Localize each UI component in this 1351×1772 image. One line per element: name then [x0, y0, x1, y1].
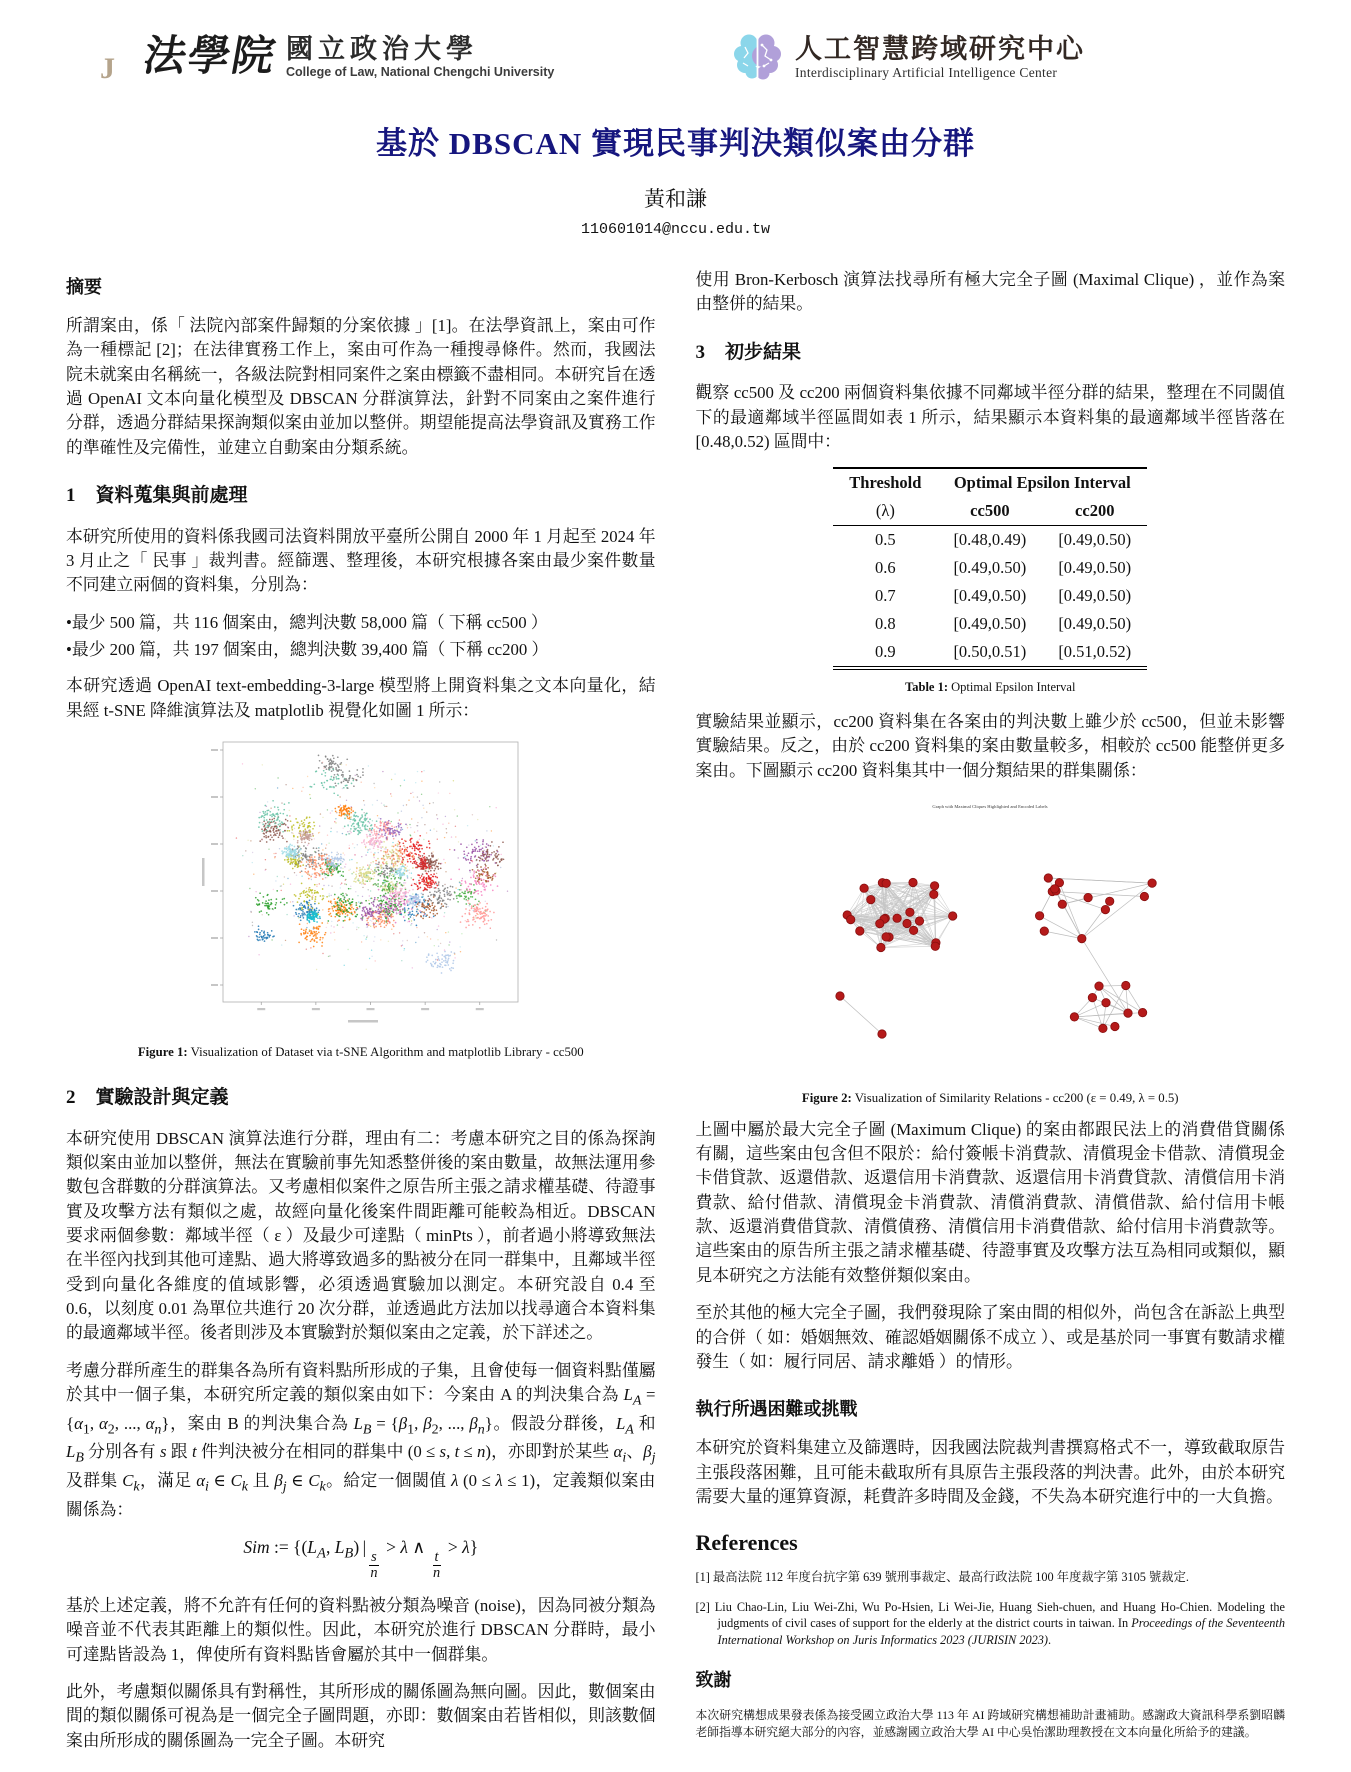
table-cell: [0.49,0.50)	[1058, 558, 1132, 578]
section-3-number: 3	[695, 341, 705, 363]
dataset-bullet-cc500: •最少 500 篇，共 116 個案由，總判決數 58,000 篇（ 下稱 cc500 ）	[66, 612, 548, 632]
table-row	[833, 554, 1147, 582]
table-cell: [0.49,0.50)	[1058, 530, 1132, 550]
table-row	[833, 610, 1147, 638]
paragraph: 使用 Bron-Kerbosch 演算法找尋所有極大完全子圖 (Maximal Clique) ，並作為案由整併的結果。	[695, 270, 1285, 314]
dataset-bullet-cc200: •最少 200 篇，共 197 個案由，總判決數 39,400 篇（ 下稱 cc200 ）	[66, 640, 549, 660]
table-1-wrap	[696, 467, 1286, 669]
abstract-paragraph: 所謂案由，係「 法院內部案件歸類的分案依據 」[1]。在法學資訊上，案由可作為一種標記 [2]；在法律實務工作上，案由可作為一種搜尋條件。然而，我國法院未就案由名稱統一，各級法院對相同案件之案由標籤不盡相同。本研究旨在透過 OpenAI 文本向量化模型及 DBSCAN 分群演算法，針對不同案由之案件進行分群，透過分群結果探詢類似案由並加以整併。期望能提高法學資訊及實務工作的準確性及完備性，並建立自動案由分類系統。	[66, 316, 656, 457]
paragraph: 本研究於資料集建立及篩選時，因我國法院裁判書撰寫格式不一，導致截取原告主張段落困難，且可能未截取所有具原告主張段落的判決書。此外，由於本研究需要大量的運算資源，耗費許多時間及金錢，不失為本研究進行中的一大負擔。	[695, 1438, 1285, 1506]
right-column	[696, 268, 1286, 1766]
references-heading: References	[695, 1530, 798, 1556]
table-cell: [0.49,0.50)	[953, 585, 1027, 605]
figure-2	[696, 796, 1286, 1108]
law-college-logo	[82, 26, 554, 88]
table-cell: 0.9	[875, 641, 896, 661]
section-2-number: 2	[66, 1087, 76, 1108]
figure-2-caption: Figure 2: Visualization of Similarity Relations - cc200 (ε = 0.49, λ = 0.5)	[801, 1091, 1179, 1106]
table-cell: 0.5	[875, 530, 896, 550]
figure-1-label: Figure 1:	[137, 1045, 188, 1060]
table-cell: 0.8	[875, 613, 896, 633]
challenges-heading: 執行所遇困難或挑戰	[695, 1399, 858, 1420]
table-header-interval: Optimal Epsilon Interval	[953, 473, 1131, 493]
header	[66, 26, 1285, 88]
brain-icon	[731, 30, 785, 84]
similarity-formula: Sim := {($L_A$, $L_B$) | $\frac{s}{n}$ > λ ∧ $\frac{t}{n}$ > λ}	[243, 1536, 479, 1581]
university-subtitle: College of Law, National Chengchi University	[286, 65, 555, 80]
table-cell: [0.49,0.50)	[1058, 613, 1132, 633]
table-cell: [0.51,0.52)	[1058, 641, 1132, 661]
section-1-title: 資料蒐集與前處理	[95, 485, 248, 507]
author-email: 110601014@nccu.edu.tw	[580, 221, 771, 238]
ai-center-logo	[731, 30, 1085, 84]
paragraph-with-math: 考慮分群所產生的群集各為所有資料點所形成的子集，且會使每一個資料點僅屬於其中一個子集，本研究所定義的類似案由如下：今案由 A 的判決集合為 $L_A = \{\alpha_1$, $\alpha_2$, ..., $\alpha_n$}，案由 B 的判決集合為 $L_B = \{\beta_1$, $\beta_2$, ..., $\beta_n$}。假設分群後，$L_A$ 和 $L_B$ 分別各有 s 跟 t 件判決被分在相同的群集中 (0 ≤ s, t ≤ n)，亦即對於某些 $\alpha_i$、$\beta_j$ 及群集 $C_k$，滿足 $\alpha_i$ ∈ $C_k$ 且 $\beta_j$ ∈ $C_k$。給定一個閾值 λ (0 ≤ λ ≤ 1)，定義類似案由關係為：	[66, 1360, 656, 1519]
acknowledgements-heading: 致謝	[695, 1669, 732, 1690]
section-2-heading	[66, 1084, 656, 1112]
law-college-calligraphy: 法學院	[139, 34, 281, 80]
paragraph: 本研究所使用的資料係我國司法資料開放平臺所公開自 2000 年 1 月起至 2024 年 3 月止之「 民事 」裁判書。經篩選、整理後，本研究根據各案由最少案件數量不同建立兩個的資料集，分別為：	[66, 526, 656, 595]
clique-graph-figure	[784, 796, 1196, 1074]
ai-center-subtitle: Interdisciplinary Artificial Intelligence Center	[795, 64, 1058, 80]
section-2-title: 實驗設計與定義	[95, 1087, 229, 1108]
table-row	[833, 638, 1147, 668]
table-1-caption: Table 1: Optimal Epsilon Interval	[905, 679, 1076, 694]
table-header-threshold: Threshold	[849, 473, 922, 493]
section-1-heading	[66, 482, 656, 510]
reference-2: [2] Liu Chao-Lin, Liu Wei-Zhi, Wu Po-Hsien, Li Wei-Jie, Huang Sieh-chuen, and Huang Ho-Chien. Modeling the judgments of civil cases of support for the elderly at the district courts in taiwan. In Proceedings of the Seventeenth International Workshop on Juris Informatics 2023 (JURISIN 2023).	[695, 1599, 1285, 1647]
two-column-body	[66, 268, 1285, 1766]
table-row	[833, 582, 1147, 610]
paragraph: 觀察 cc500 及 cc200 兩個資料集依據不同鄰域半徑分群的結果，整理在不同閾值下的最適鄰域半徑區間如表 1 所示，結果顯示本資料集的最適鄰域半徑皆落在 [0.48,0.52) 區間中：	[695, 383, 1285, 451]
abstract-heading: 摘要	[66, 277, 102, 297]
section-3-title: 初步結果	[725, 341, 802, 363]
table-cell: [0.49,0.50)	[953, 613, 1027, 633]
paragraph: 本研究使用 DBSCAN 演算法進行分群，理由有二：考慮本研究之目的係為探詢類似案由並加以整併，無法在實驗前事先知悉整併後的案由數量，故無法運用參數包含群數的分群演算法。又考慮相似案件之原告所主張之請求權基礎、待證事實及攻擊方法有類似之處，故經向量化後案件間距離可能較為相近。DBSCAN 要求兩個參數：鄰域半徑（ ε ）及最少可達點（ minPts ），前者過小將導致無法在半徑內找到其他可達點、過大將導致過多的點被分在同一群集中，且鄰域半徑受到向量化各維度的值域影響，必須透過實驗加以測定。本研究設自 0.4 至 0.6，以刻度 0.01 為單位共進行 20 次分群，並透過此方法加以找尋適合本資料集的最適鄰域半徑。後者則涉及本實驗對於類似案由之定義，於下詳述之。	[66, 1128, 656, 1343]
figure-2-inner-title: Graph with Maximal Cliques Highlighted and Encoded Labels	[932, 803, 1048, 809]
table-cell: [0.50,0.51)	[953, 641, 1027, 661]
left-column	[66, 268, 656, 1766]
author-name: 黃和謙	[644, 187, 707, 211]
table-1-label: Table 1:	[905, 679, 949, 694]
table-cell: [0.48,0.49)	[953, 530, 1027, 550]
table-row	[833, 526, 1147, 554]
table-cell: [0.49,0.50)	[953, 558, 1027, 578]
table-cell: 0.7	[875, 585, 896, 605]
figure-2-label: Figure 2:	[801, 1091, 852, 1106]
figure-1	[66, 736, 656, 1062]
paragraph: 此外，考慮類似關係具有對稱性，其所形成的關係圖為無向圖。因此，數個案由間的類似關係可視為是一個完全子圖問題，亦即：數個案由若皆相似，則該數個案由所形成的關係圖為一完全子圖。本研究	[66, 1681, 656, 1750]
figure-1-caption: Figure 1: Visualization of Dataset via t-SNE Algorithm and matplotlib Library - cc500	[137, 1045, 584, 1060]
reference-1: [1] 最高法院 112 年度台抗字第 639 號刑事裁定、最高行政法院 100 年度裁字第 3105 號裁定.	[695, 1570, 1189, 1585]
table-cell: [0.49,0.50)	[1058, 585, 1132, 605]
table-subheader-cc200: cc200	[1042, 497, 1147, 525]
ai-center-name: 人工智慧跨域研究中心	[795, 33, 1085, 64]
paragraph: 實驗結果並顯示，cc200 資料集在各案由的判決數上雖少於 cc500，但並未影響實驗結果。反之，由於 cc200 資料集的案由數量較多，相較於 cc500 能整併更多案由。下圖顯示 cc200 資料集其中一個分類結果的群集關係：	[695, 711, 1285, 780]
section-1-number: 1	[66, 485, 76, 507]
tree-icon	[82, 26, 134, 88]
epsilon-interval-table	[833, 467, 1147, 669]
university-name: 國立政治大學	[286, 34, 479, 65]
paragraph: 上圖中屬於最大完全子圖 (Maximum Clique) 的案由都跟民法上的消費借貸關係有關，這些案由包含但不限於：給付簽帳卡消費款、清償現金卡借款、清償現金卡借貸款、返還借款、返還信用卡消費款、返還信用卡消費貸款、清償信用卡消費款、給付借款、清償現金卡消費款、清償消費款、清償借款、給付信用卡帳款、返還消費借貸款、清償債務、清償信用卡消費借款、給付信用卡消費款等。這些案由的原告所主張之請求權基礎、待證事實及攻擊方法互為相同或類似，顯見本研究之方法能有效整併類似案由。	[695, 1119, 1285, 1285]
acknowledgements-paragraph: 本次研究構想成果發表係為接受國立政治大學 113 年 AI 跨域研究構想補助計畫補助。感謝政大資訊科學系劉昭麟老師指導本研究絕大部分的內容，並感謝國立政治大學 AI 中心吳怡潔助理教授在文本向量化所給予的建議。	[695, 1707, 1285, 1740]
tree-trunk-monogram: J	[100, 52, 115, 85]
table-subheader-lambda: (λ)	[833, 497, 937, 525]
table-subheader-cc500: cc500	[937, 497, 1042, 525]
paragraph: 本研究透過 OpenAI text-embedding-3-large 模型將上開資料集之文本向量化，結果經 t-SNE 降維演算法及 matplotlib 視覺化如圖 1 所示：	[66, 676, 656, 720]
paragraph: 至於其他的極大完全子圖，我們發現除了案由間的相似外，尚包含在訴訟上典型的合併（ 如：婚姻無效、確認婚姻關係不成立 ）、或是基於同一事實有數請求權發生（ 如：履行同居、請求離婚 ）的情形。	[695, 1303, 1285, 1371]
paper-title: 基於 DBSCAN 實現民事判決類似案由分群	[376, 126, 975, 161]
table-cell: 0.6	[875, 558, 896, 578]
section-3-heading	[696, 339, 1286, 367]
tsne-scatter-figure	[196, 736, 526, 1028]
paragraph: 基於上述定義，將不允許有任何的資料點被分類為噪音 (noise)，因為同被分類為噪音並不代表其距離上的類似性。因此，本研究於進行 DBSCAN 分群時，最小可達點皆設為 1，俾使所有資料點皆會屬於其中一個群集。	[66, 1595, 656, 1664]
